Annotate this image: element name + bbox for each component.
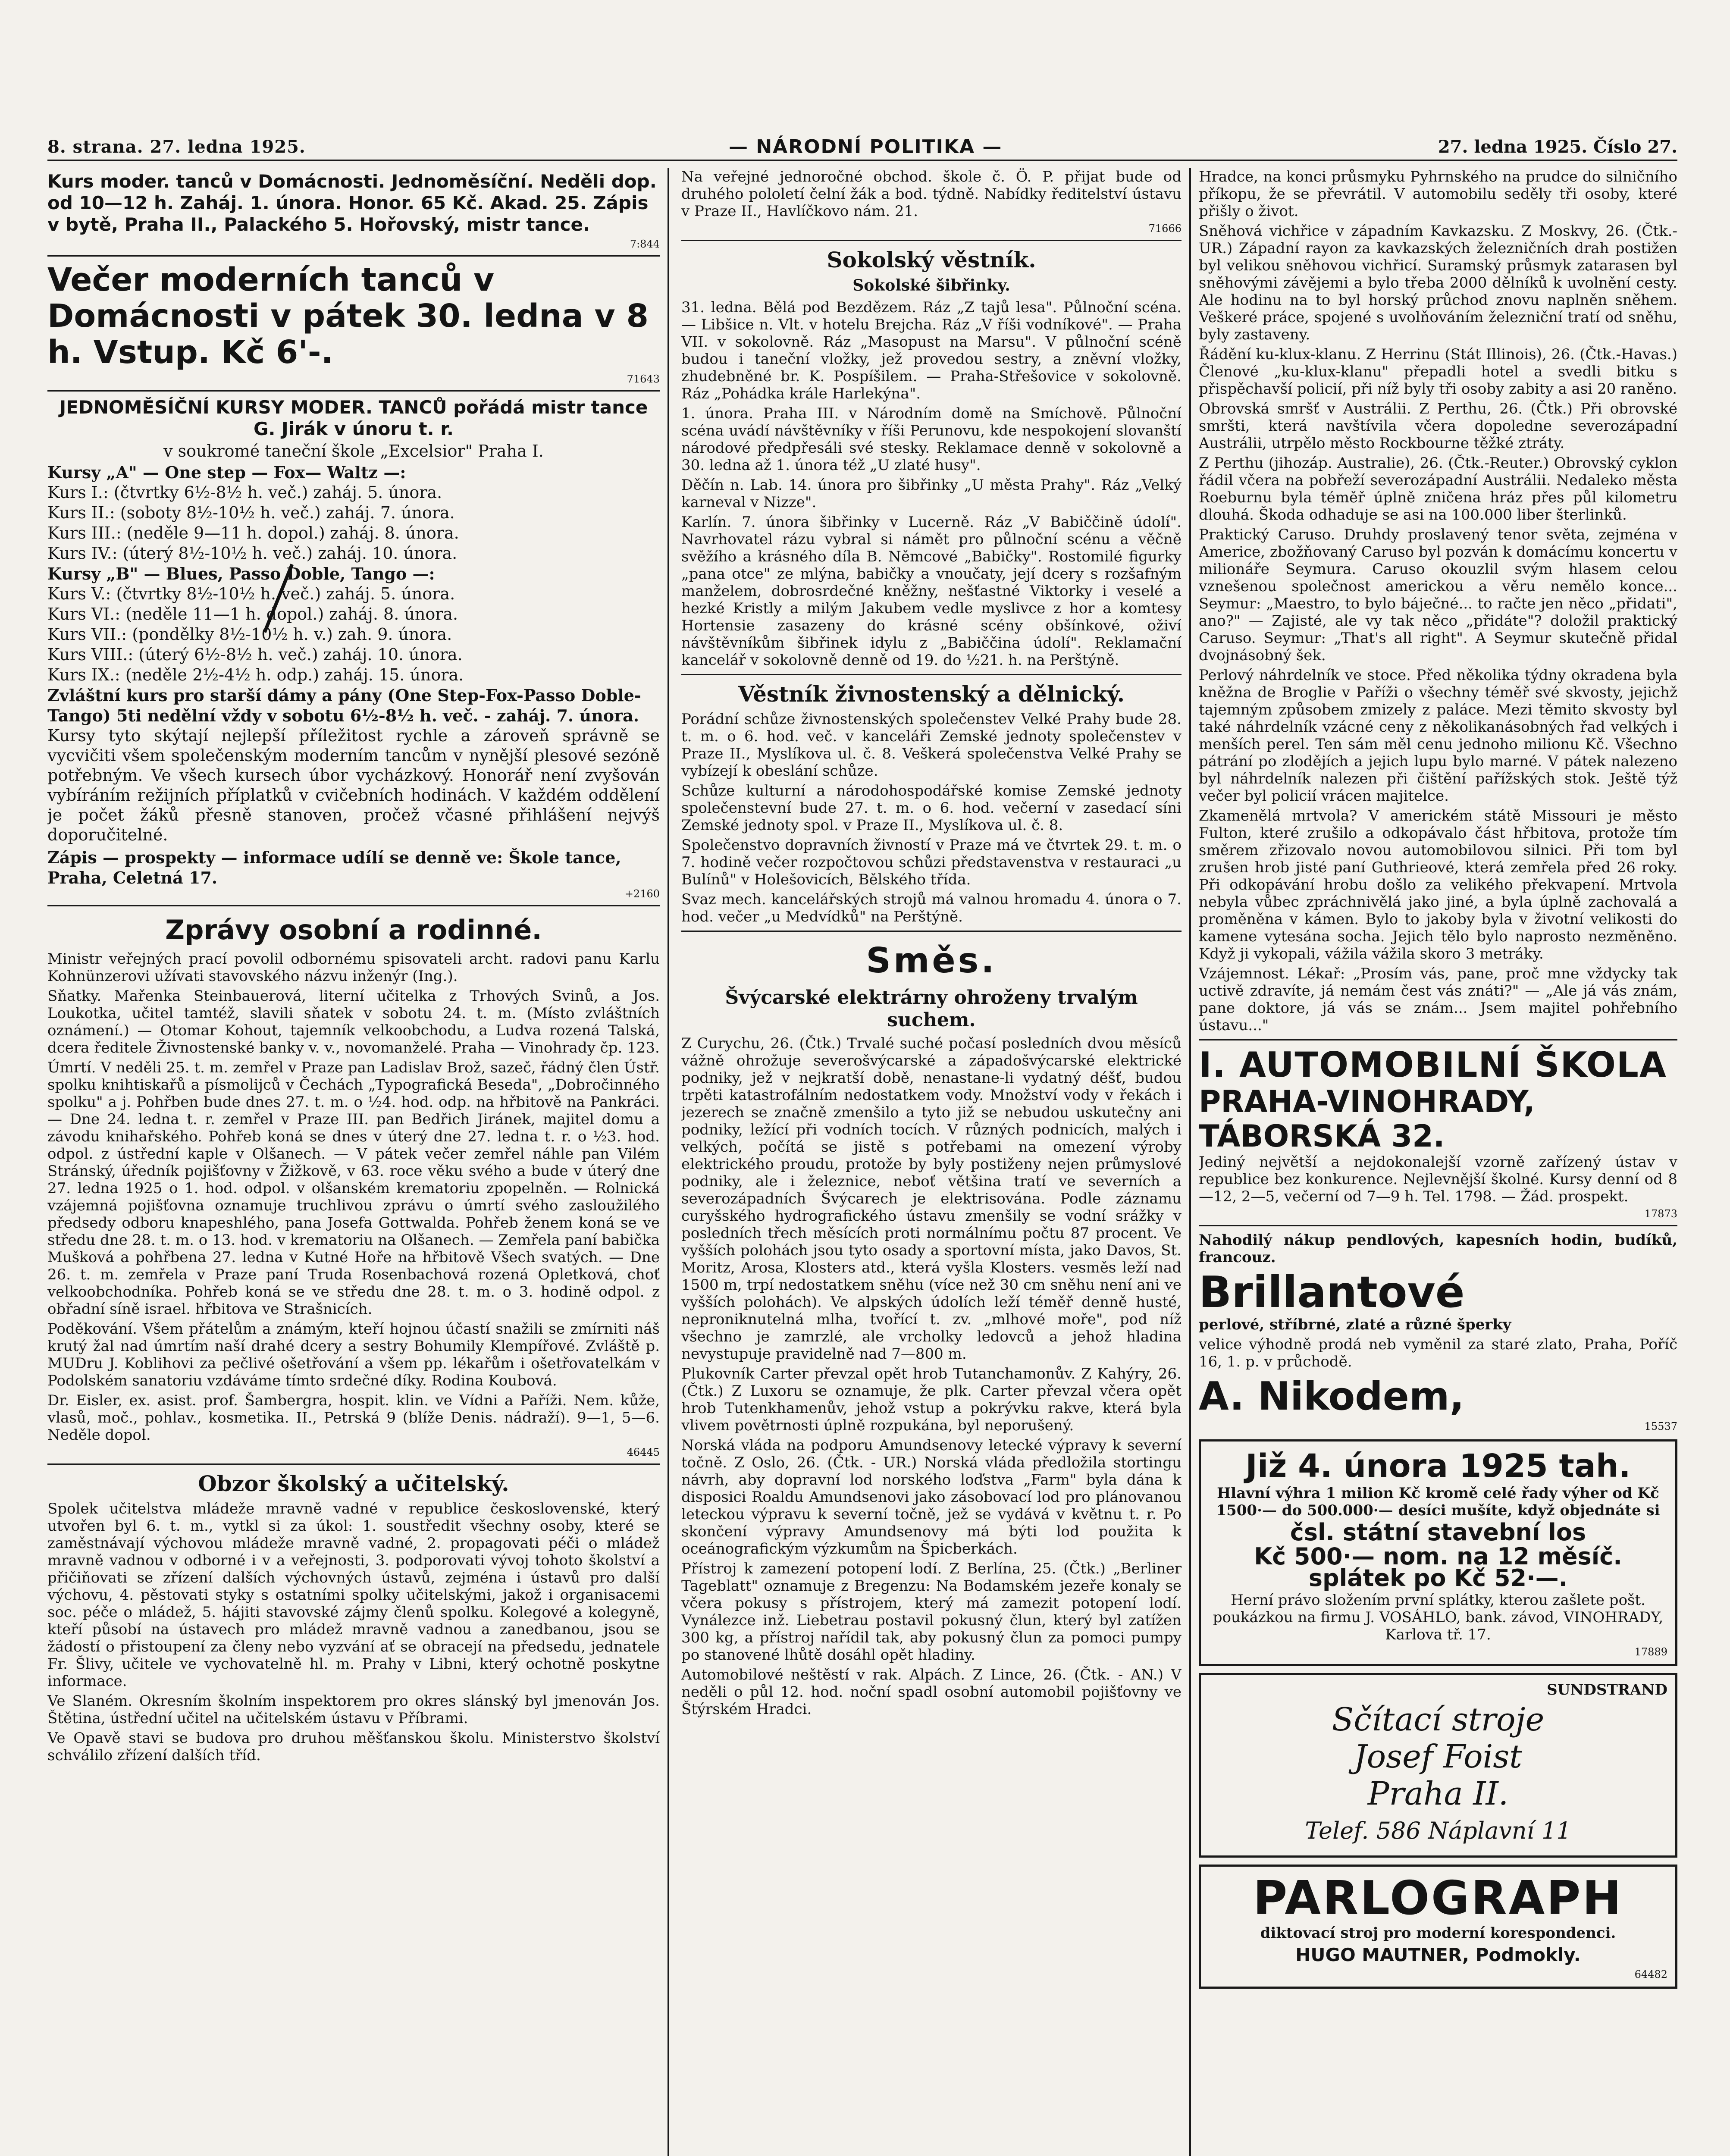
rule [681,931,1182,932]
news-item: Ministr veřejných prací povolil odbornému spisovateli archt. radovi panu Karlu Kohnünzerovi užívati stavovského názvu inženýr (Ing.). [47,950,660,985]
sub-heading: Švýcarské elektrárny ohroženy trvalým suchem. [725,987,1138,1031]
rule [681,674,1182,675]
dance-ad-3-title: JEDNOMĚSÍČNÍ KURSY MODER. TANCŮ pořádá mistr tance G. Jirák v únoru t. r. [59,397,648,439]
column-2 [681,168,1182,1720]
news-item: Perlový náhrdelník ve stoce. Před několika týdny okradena byla kněžna de Broglie v Paříži o všechny téměř své skvosty, jejichž tajemným způsobem zmizely z paláce. Mezi těmito skvosty byl také náhrdelník vzácné ceny z několikanásobných řad velkých i menších perel. Ten sám měl cenu jednoho milionu Kč. Všechno pátrání po zlodějích a jejich lupu bylo marné. V pátek nalezeno byl náhrdelník nalezen při čištění pařížských stok. Ještě týž večer byl policií vrácen majitelce. [1199,667,1677,805]
foist-name: Josef Foist [1354,1738,1523,1775]
ad-number: 17889 [1634,1646,1667,1658]
course-line: Kurs VIII.: (úterý 6½-8½ h. več.) zaháj. 10. února. [47,645,463,664]
ad-number: 7:844 [630,238,660,250]
ad-number: 71643 [627,373,660,385]
column-divider [668,168,669,2156]
news-item: Sňatky. Mařenka Steinbauerová, literní učitelka z Trhových Svinů, a Jos. Loukotka, učitel tamtéž, slavili sňatek v sobotu 24. t. m. (Místo zvláštních oznámení.) — Otomar Kohout, tajemník velkoobchodu, a Ludva rozená Talská, dcera ředitele Živnostenské banky v. v., novomanželé. Praha — Vinohrady čp. 123. [47,987,660,1056]
news-item: Automobilové neštěstí v rak. Alpách. Z Lince, 26. (Čtk. - AN.) V neděli o půl 12. hod. noční spadl osobní automobil pojišťovny ve Štýrském Hradci. [681,1666,1182,1718]
courses-b-heading: Kursy „B" — Blues, Passo Doble, Tango —: [47,564,435,583]
ad-number: 64482 [1634,1968,1667,1981]
news-item: Ve Opavě stavi se budova pro druhou měšťanskou školu. Ministerstvo školství schválilo zřízení dalších tříd. [47,1730,660,1764]
parlograph-ad [1199,1865,1677,1989]
news-item: Společenstvo dopravních živností v Praze má ve čtvrtek 29. t. m. o 7. hodině večer rozpočtovou schůzi představenstva v restauraci „u Bulínů" v Holešovicích, Bělského třída. [681,837,1182,888]
news-item: 31. ledna. Bělá pod Bezdězem. Ráz „Z tajů lesa". Půlnoční scéna. — Libšice n. Vlt. v hotelu Brejcha. Ráz „V říši vodníkové". — Praha VII. v sokolovně. Ráz „Masopust na Marsu". V půlnoční scéně budou i taneční vložky, jež provedou sestry, a zněvní vložky, zhudebněné br. K. Pospíšilem. — Praha-Střešovice v sokolovně. Ráz „Pohádka krále Harlekýna". [681,299,1182,402]
foist-city: Praha II. [1367,1775,1509,1812]
news-item: Spolek učitelstva mládeže mravně vadné v republice československé, který utvořen byl 6. t. m., vytkl si za úkol: 1. soustředit všechny osoby, které se zaměstnávají výchovou mládeže mravně vadné, 2. propagovati péči o mládež mravně vadnou v odborné i v a veřejnosti, 3. podporovati vývoj tohoto školství a přičiňovati se zřízení dalších výchovných ústavů, zejména i ústavů pro další výchovu, 4. pěstovati styky s ostatními spolky učitelskými, jakož i organisacemi soc. péče o mládež, 5. hájiti stavovské zájmy členů spolku. Kolegové a kolegyně, kteří působí na ústavech pro mládež mravně vadnou a zanedbanou, jsou se žádostí o přistoupení za členy nebo vyzvání ať se obracejí na předsedu, jednatele Fr. Šlivy, učitele ve vychovatelně hl. m. Prahy v Libni, který ochotně poskytne informace. [47,1500,660,1690]
column-1 [47,168,660,1767]
news-item: Karlín. 7. února šibřinky v Lucerně. Ráz „V Babiččině údolí". Navrhovatel rázu vybral si námět pro půlnoční scénu a věčně svěžího a krásného díla B. Němcové „Babičky". Rostomilé figurky „pana otce" ze mlýna, babičky a vnoučaty, její dcery s rozšafným manželem, dobrosrdečné kněžny, nešťastné Viktorky i veselé a hezké Kristly a milým Jakubem vedle myslivce z hor a komtesy Hortensie zasazeny do krásné scény obšínkové, oživí návštěvníkům šibřinek idylu z „Babiččina údolí". Reklamační kancelář v sokolovně denně od 19. do ½21. h. na Perštýně. [681,514,1182,669]
course-line: Kurs I.: (čtvrtky 6½-8½ h. več.) zaháj. 5. února. [47,483,442,502]
page-header [47,134,1677,161]
brilliant-title: Brillantové [1199,1267,1465,1317]
news-item: 1. února. Praha III. v Národním domě na Smíchově. Půlnoční scéna uvádí návštěvníky v říši Perunovu, kde nespokojení slovanští národové předpřesáli své stesky. Reklamace denně v sokolovně a 30. ledna až 1. února též „U zlaté husy". [681,405,1182,474]
column-3 [1199,168,1677,2156]
news-item: Poděkování. Všem přátelům a známým, kteří hojnou účastí snažili se zmírniti náš krutý žal nad úmrtím naší drahé dcery a sestry Bohumily Klempířové. Zvláště p. MUDru J. Koblihovi za pečlivé ošetřování a všem pp. lékařům i ošetřovatelkám v Podolském sanatoriu vzdáváme tímto srdečné díky. Rodina Koubová. [47,1320,660,1389]
section-heading-personal: Zprávy osobní a rodinné. [165,914,542,946]
news-item: Porádní schůze živnostenských společenstev Velké Prahy bude 28. t. m. o 6. hod. več. v kanceláři Zemské jednoty společenstev v Praze II., Myslíkova ul. č. 8. Veškerá společenstva Velké Prahy se vybízejí k obeslání schůze. [681,711,1182,780]
auto-school-subtitle: PRAHA-VINOHRADY, TÁBORSKÁ 32. [1199,1084,1535,1154]
ad-number: 15537 [1644,1420,1677,1432]
news-item: Vzájemnost. Lékař: „Prosím vás, pane, proč mne vždycky tak uctivě zdravíte, já nemám čest vás znáti?" — „Ale já vás znám, pane doktore, já vás se znám... Jsem majitel pohřebního ústavu..." [1199,965,1677,1034]
auto-school-text: Jediný největší a nejdokonalejší vzorně zařízený ústav v republice bez konkurence. Nejlevnější školné. Kursy denní od 8—12, 2—5, večerní od 7—9 h. Tel. 1798. — Žád. prospekt. [1199,1153,1677,1205]
rule [1199,1039,1677,1040]
auto-school-ad [1199,1046,1677,1220]
ad-number: 17873 [1644,1208,1677,1220]
course-line: Kurs V.: (čtvrtky 8½-10½ h. več.) zaháj. 5. února. [47,584,455,603]
header-masthead: — NÁRODNÍ POLITIKA — [729,135,1003,158]
header-right: 27. ledna 1925. Číslo 27. [1438,136,1677,157]
news-item: Plukovník Carter převzal opět hrob Tutanchamonův. Z Kahýry, 26. (Čtk.) Z Luxoru se oznamuje, že plk. Carter převzal včera opět hrob Tutenkhamenův, jehož vstup a pokrývku rakve, která byla vlivem povětrnosti úplně rozpukána, byl neporušený. [681,1365,1182,1434]
sub-heading: Sokolské šibřinky. [852,276,1010,295]
news-item: Úmrtí. V neděli 25. t. m. zemřel v Praze pan Ladislav Brož, sazeč, řádný člen Ústř. spolku knihtiskařů a písmolijců v Čechách „Typografická Beseda", „Dobročinného spolku" a j. Pohřben bude dnes 27. t. m. o ½4. hod. odp. na hřbitově na Pankráci. — Dne 24. ledna t. r. zemřel v Praze III. pan Bedřich Jiránek, majitel domu a závodu knihařského. Pohřeb koná se dnes v úterý dne 27. ledna t. r. o ½3. hod. odpol. z ústřední kaple v Olšanech. — V pátek večer zemřel náhle pan Vilém Stránský, úředník pojišťovny v Žižkově, v 63. roce věku svého a bude v úterý dne 27. ledna 1925 o 1. hod. odpol. v olšanském krematoriu zpopelněn. — Rolnická vzájemná pojišťovna oznamuje truchlivou zprávu o úmrtí svého zasloužilého předsedy odboru knapeshlého, pana Josefa Gottwalda. Pohřeb ženem koná se ve středu dne 28. t. m. o 13. hod. v krematoriu na Olšanech. — Zemřela paní babička Mušková a pohřbena 27. ledna v Kutné Hoře na hřbitově Všech svatých. — Dne 26. t. m. zemřela v Praze paní Truda Rosenbachová rozená Opletková, choť velkoobchodníka. Pohřeb koná se ve středu dne 28. t. m. o 3. hodině odpol. z obřadní síně israel. hřbitova ve Strašnicích. [47,1059,660,1318]
special-course: Zvláštní kurs pro starší dámy a pány (One Step-Fox-Passo Doble-Tango) 5ti nedělní vždy v sobotu 6½-8½ h. več. - zaháj. 7. února. [47,686,641,725]
course-line: Kurs IX.: (neděle 2½-4½ h. odp.) zaháj. 15. února. [47,665,464,684]
auto-school-title: I. AUTOMOBILNÍ ŠKOLA [1199,1045,1667,1085]
rule [47,905,660,906]
course-line: Kurs III.: (neděle 9—11 h. dopol.) zaháj. 8. února. [47,523,459,542]
course-line: Kurs IV.: (úterý 8½-10½ h. več.) zaháj. 10. února. [47,544,458,563]
course-line: Kurs VII.: (pondělky 8½-10½ h. v.) zah. 9. února. [47,625,452,644]
rule [47,1463,660,1465]
section-heading-school: Obzor školský a učitelský. [198,1471,509,1496]
course-line: Kurs II.: (soboty 8½-10½ h. več.) zaháj. 7. února. [47,503,455,522]
rule [1199,1225,1677,1226]
brilliant-top: Nahodilý nákup pendlových, kapesních hodin, budíků, francouz. [1199,1232,1677,1266]
rule [681,240,1182,241]
news-item: Přístroj k zamezení potopení lodí. Z Berlína, 25. (Čtk.) „Berliner Tageblatt" oznamuje z Bregenzu: Na Bodamském jezeře konaly se včera pokusy s přístrojem, který má zamezit potopení lodí. Vynálezce inž. Liebetrau postavil pokusný člun, který byl zatížen 300 kg, a přístroj nařídil tak, aby pokusný člun za pomoci pumpy po stanovené lhůtě dosáhl opět hladiny. [681,1560,1182,1664]
lottery-title: Již 4. února 1925 tah. [1245,1448,1631,1485]
news-item: Ve Slaném. Okresním školním inspektorem pro okres slánský byl jmenován Jos. Štětina, ústřední učitel na učitelském ústavu v Příbrami. [47,1692,660,1727]
dance-ad-3-place: v soukromé taneční škole „Excelsior" Praha I. [163,442,544,461]
brilliant-text: velice výhodně prodá neb vyměnil za staré zlato, Praha, Poříč 16, 1. p. v průchodě. [1199,1336,1677,1370]
lottery-info: Herní právo složením první splátky, kterou zašlete pošt. poukázkou na firmu J. VOSÁHLO, bank. závod, VINOHRADY, Karlova tř. 17. [1213,1592,1664,1643]
lottery-price: Kč 500·— nom. na 12 měsíč. splátek po Kč 52·—. [1254,1543,1622,1592]
news-item: Schůze kulturní a národohospodářské komise Zemské jednoty společenstevní bude 27. t. m. o 6. hod. večerní v zasedací síni Zemské jednoty spol. v Praze II., Myslíkova ul. č. 8. [681,782,1182,834]
foist-address: Telef. 586 Náplavní 11 [1305,1817,1571,1844]
foist-top: Sčítací stroje [1332,1701,1545,1738]
section-heading-sokol: Sokolský věstník. [827,247,1036,273]
foist-ad [1199,1673,1677,1858]
parlograph-title: PARLOGRAPH [1253,1871,1623,1925]
section-heading-trade: Věstník živnostenský a dělnický. [738,681,1125,707]
news-item: Z Curychu, 26. (Čtk.) Trvalé suché počasí posledních dvou měsíců vážně ohrožuje severošvýcarské a západošvýcarské elektrické podniky, jež v nejkratší době, nenastane-li vydatný déšť, budou trpěti katastrofálním nedostatkem vody. Množství vody v řekách i jezerech se značně zmenšilo a tyto již se nebudou uskutečny ani podniky, ležící při vodních tocích. V různých podnicích, malých i velkých, počítá se jistě s potřebami na omezení výroby elektrického proudu, protože by byly postiženy nejen průmyslové podniky, ale i železnice, neboť většina tratí ve severních a severozápadních Švýcarech je elektrisována. Podle záznamu curyšského hydrografického ústavu zmenšily se vodní srážky v posledních třech měsících proti normálnímu počtu 87 procent. Ve vyšších polohách jsou tyto osady a sportovní místa, jako Davos, St. Moritz, Arosa, Klosters atd., která vyšla Klosters. vesměs leží nad 1500 m, trpí nedostatkem sněhu (více než 30 cm sněhu není ani ve vyšších polohách). Ve alpských údolích leží téměř denně husté, neproniknutelná mlha, tvořící t. zv. „mlhové moře", pod níž všechno je zamrzlé, ale vrcholky ledovců a jehož hladina nevystupuje pravidelně nad 7—800 m. [681,1035,1182,1363]
school-ad: Na veřejné jednoročné obchod. škole č. Ö. P. přijat bude od druhého pololetí čelní žák a bod. týdně. Nabídky ředitelství ústavu v Praze II., Havlíčkovo nám. 21. [681,168,1182,220]
lottery-los: čsl. státní stavební los [1290,1519,1586,1546]
news-item: Obrovská smršť v Austrálii. Z Perthu, 26. (Čtk.) Při obrovské smršti, která navštívila včera dopoledne severozápadní Austrálii, utrpělo město Rockbourne těžké ztráty. [1199,400,1677,452]
dance-ad-1: Kurs moder. tanců v Domácnosti. Jednoměsíční. Neděli dop. od 10—12 h. Zaháj. 1. února. Honor. 65 Kč. Akad. 25. Zápis v bytě, Praha II., Palackého 5. Hořovský, mistr tance. [47,171,657,235]
parlograph-name: HUGO MAUTNER, Podmokly. [1295,1944,1581,1965]
brilliant-tag: perlové, stříbrné, zlaté a různé šperky [1199,1316,1511,1333]
lottery-text: Hlavní výhra 1 milion Kč kromě celé řady výher od Kč 1500·— do 500.000·— desíci mušíte, když objednáte si [1216,1485,1660,1519]
parlograph-sub: diktovací stroj pro moderní korespondenci. [1260,1924,1616,1942]
column-divider [1189,168,1191,2156]
news-item: Hradce, na konci průsmyku Pyhrnského na prudce do silničního příkopu, že se převrátil. V automobilu seděly tři osoby, které přišly o život. [1199,168,1677,220]
rule [47,390,660,392]
news-item: Sněhová vichřice v západním Kavkazsku. Z Moskvy, 26. (Čtk.-UR.) Západní rayon za kavkazských železničních drah postižen byl velikou sněhovou vichřicí. Suramský průsmyk zatarasen byl sněhovými závějemi a bylo třeba 2000 dělníků k uvolnění cesty. Ale hodinu na to byl horský průchod znovu naplněn sněhem. Veškeré práce, spojené s uvolňováním železniční tratí od sněhu, byly zastaveny. [1199,222,1677,343]
news-item: Zkamenělá mrtvola? V americkém státě Missouri je město Fulton, které zrušilo a odkopávalo část hřbitova, protože tím směrem zřizovalo novou automobilovou silnici. Při tom byl zrušen hrob jisté paní Guthrieové, která zemřela před 26 roky. Při odkopávání hrobu došlo za velikého překvapení. Mrtvola nebyla vůbec zpráchnivělá jako jiné, a byla úplně zachovalá a proměněna v kámen. Bylo to jakoby byla v životní velikosti do kamene vytesána socha. Jejich tělo bylo naprosto nezměněno. Když ji vykopali, vážila vážila skoro 3 metráky. [1199,807,1677,962]
brilliant-ad [1199,1232,1677,1432]
dance-ad-text: Kursy tyto skýtají nejlepší příležitost rychle a zároveň správně se vycvičiti všem společenským moderním tancům v nynější plesové sezóně potřebným. Ve všech kursech úbor vycházkový. Honorář není zvyšován vybíráním režijních příplatků v cvičebních hodinách. V každém oddělení je počet žáků přesně stanoven, pročež včasné přihlášení nejvýš doporučitelné. [47,726,660,844]
ad-number: 46445 [627,1446,660,1458]
course-line: Kurs VI.: (neděle 11—1 h. dopol.) zaháj. 8. února. [47,605,458,624]
news-item: Děčín n. Lab. 14. února pro šibřinky „U města Prahy". Ráz „Velký karneval v Nizze". [681,476,1182,511]
header-left: 8. strana. 27. ledna 1925. [47,136,306,157]
news-item: Z Perthu (jihozáp. Australie), 26. (Čtk.-Reuter.) Obrovský cyklon řádil včera na pobřeží severozápadní Austrálii. Nedaleko města Roeburnu byla téměř úplně zničena hráz přes půl kilometru dlouhá. Škoda odhaduje se asi na 100.000 liber šterlinků. [1199,454,1677,523]
rule [47,255,660,257]
ad-number: 71666 [1148,222,1182,235]
news-item: Dr. Eisler, ex. asist. prof. Šambergra, hospit. klin. ve Vídni a Paříži. Nem. kůže, vlasů, moč., pohlav., kosmetika. II., Petrská 9 (blíže Denis. nádraží). 9—1, 5—6. Neděle dopol. [47,1392,660,1444]
news-item: Řádění ku-klux-klanu. Z Herrinu (Stát Illinois), 26. (Čtk.-Havas.) Členové „ku-klux-klanu" přepadli hotel a svedli bitku s přispěchavší policií, při níž byly tři osoby zabity a asi 20 raněno. [1199,346,1677,398]
section-heading-misc: Směs. [866,940,997,981]
ad-number: +2160 [624,888,660,900]
foist-brand: SUNDSTRAND [1547,1681,1667,1698]
news-item: Norská vláda na podporu Amundsenovy letecké výpravy k severní točně. Z Oslo, 26. (Čtk. - UR.) Norská vláda předložila stortingu návrh, aby dopravní lod norského loďstva „Farm" byla dána k disposici Roaldu Amundsenovi jako zásobovací lod pro plánovanou leteckou výpravu k severní točně, jež se vydává v květnu t. r. Po skončení výpravy Amundsenovy má býti lod použita k oceánografickým výzkumům na Špicberkách. [681,1437,1182,1557]
courses-a-heading: Kursy „A" — One step — Fox— Waltz —: [47,463,406,482]
dance-ad-zapis: Zápis — prospekty — informace udílí se denně ve: Škole tance, Praha, Celetná 17. [47,848,621,887]
news-item: Praktický Caruso. Druhdy proslavený tenor světa, zejména v Americe, zbožňovaný Caruso byl pozván k domácímu koncertu v milionáře Seymura. Caruso okouzlil svým hlasem celou vznešenou společnost americkou a věru nemělo konce... Seymur: „Maestro, to bylo báječné... to račte jen něco „přidati", ano?" — Zajisté, ale vy tak něco „přidáte"? doložil praktický Caruso. Seymur: „That's all right". A Seymur skutečně přidal dvojnásobný šek. [1199,526,1677,664]
lottery-ad [1199,1439,1677,1666]
brilliant-name: A. Nikodem, [1199,1374,1464,1419]
news-item: Svaz mech. kancelářských strojů má valnou hromadu 4. února o 7. hod. večer „u Medvídků" na Perštýně. [681,891,1182,925]
dance-ad-2: Večer moderních tanců v Domácnosti v pátek 30. ledna v 8 h. Vstup. Kč 6'-. [47,261,649,371]
